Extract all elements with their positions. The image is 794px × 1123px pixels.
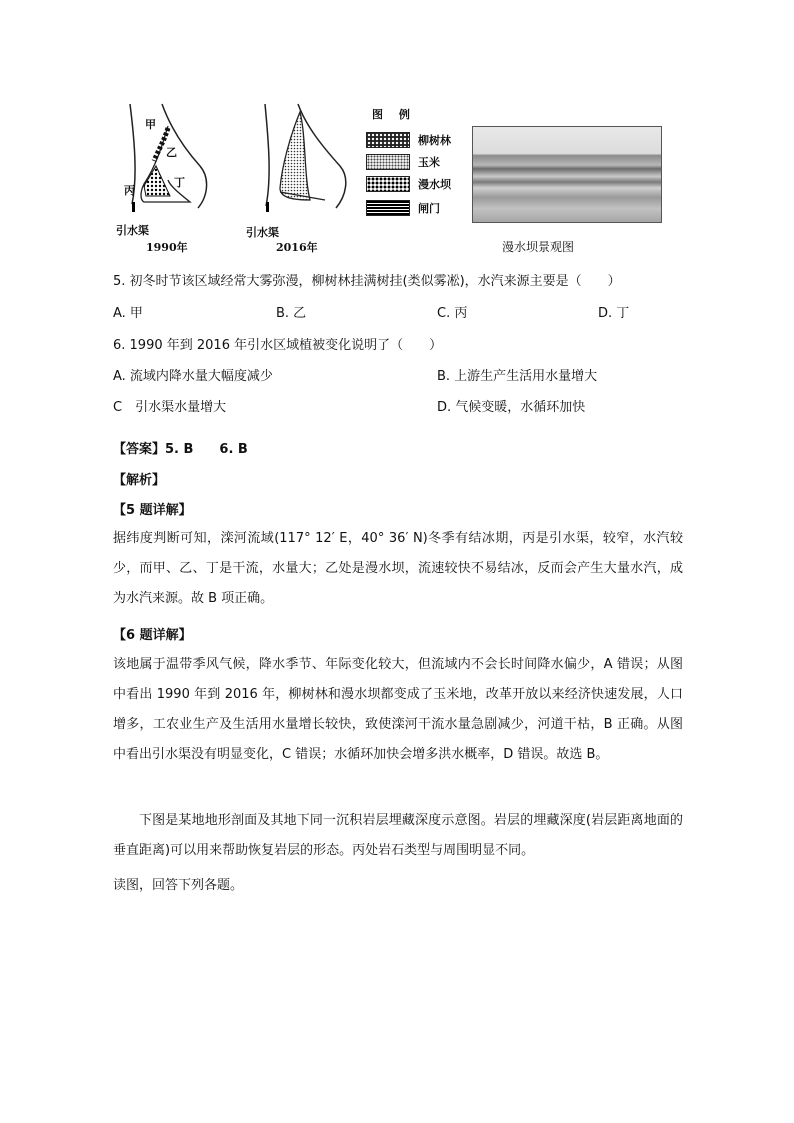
legend-swatch-willow (366, 132, 410, 148)
label-yi: 乙 (166, 146, 177, 159)
figure (110, 96, 690, 256)
q6-option-d: D. 气候变暖，水循环加快 (437, 400, 586, 415)
intro-paragraph: 下图是某地地形剖面及其地下同一沉积岩层埋藏深度示意图。岩层的埋藏深度(岩层距离地面的垂直距离)可以用来帮助恢复岩层的形态。丙处岩石类型与周围明显不同。 (113, 813, 683, 858)
legend-label-willow: 柳树林 (418, 134, 451, 147)
legend-swatch-corn (366, 154, 410, 170)
detail-6-heading: 【6 题详解】 (113, 628, 192, 643)
weir-landscape-photo (472, 126, 662, 223)
q6-option-b: B. 上游生产生活用水量增大 (437, 369, 598, 384)
intro-instruction: 读图，回答下列各题。 (113, 878, 244, 893)
q6-stem: 6. 1990 年到 2016 年引水区域植被变化说明了（ ） (113, 338, 443, 353)
legend-swatch-gate (366, 200, 410, 216)
legend-label-gate: 闸门 (418, 202, 440, 215)
legend-swatch-weir (366, 176, 410, 192)
detail-6-text: 该地属于温带季风气候，降水季节、年际变化较大，但流域内不会长时间降水偏少，A 错误；从图中看出 1990 年到 2016 年，柳树林和漫水坝都变成了玉米地，改革开放以来经济快速发展，人口增多，工农业生产及生活用水量增长较快，致使滦河干流水量急剧减少，河道干枯，B 正确。从图中看出引水渠没有明显变化，C 错误；水循环加快会增多洪水概率，D 错误。故选 B。 (113, 657, 683, 762)
q5-stem: 5. 初冬时节该区域经常大雾弥漫，柳树林挂满树挂(类似雾凇)，水汽来源主要是（ ） (113, 274, 621, 289)
q5-option-c: C. 丙 (437, 306, 468, 321)
q5-option-a: A. 甲 (113, 306, 143, 321)
map1-channel-label: 引水渠 (116, 224, 149, 237)
river-maps (110, 96, 470, 256)
gate-mark (132, 202, 135, 212)
legend-label-corn: 玉米 (418, 156, 440, 169)
q5-option-d: D. 丁 (598, 306, 630, 321)
label-bing: 丙 (124, 184, 135, 197)
legend-title: 图 例 (372, 108, 416, 121)
q6-option-c: C 引水渠水量增大 (113, 400, 227, 415)
map1-year: 1990年 (146, 241, 188, 254)
legend-label-weir: 漫水坝 (418, 178, 451, 191)
answer-line: 【答案】5. B 6. B (113, 442, 248, 457)
map-2016 (265, 104, 346, 212)
label-ding: 丁 (174, 176, 185, 189)
detail-5-text: 据纬度判断可知，滦河流域(117° 12′ E，40° 36′ N)冬季有结冰期，丙是引水渠，较窄，水汽较少，而甲、乙、丁是干流，水量大；乙处是漫水坝，流速较快不易结冰，反而会产生大量水汽，成为水汽来源。故 B 项正确。 (113, 531, 683, 606)
label-jia: 甲 (145, 118, 156, 131)
detail-5-heading: 【5 题详解】 (113, 503, 192, 518)
map2-channel-label: 引水渠 (246, 226, 279, 239)
q6-option-a: A. 流域内降水量大幅度减少 (113, 369, 273, 384)
analysis-heading: 【解析】 (113, 473, 166, 488)
photo-caption: 漫水坝景观图 (502, 240, 575, 254)
corn-area (280, 112, 310, 200)
q5-option-b: B. 乙 (276, 306, 307, 321)
willow-area (144, 166, 170, 196)
map2-year: 2016年 (276, 241, 318, 254)
